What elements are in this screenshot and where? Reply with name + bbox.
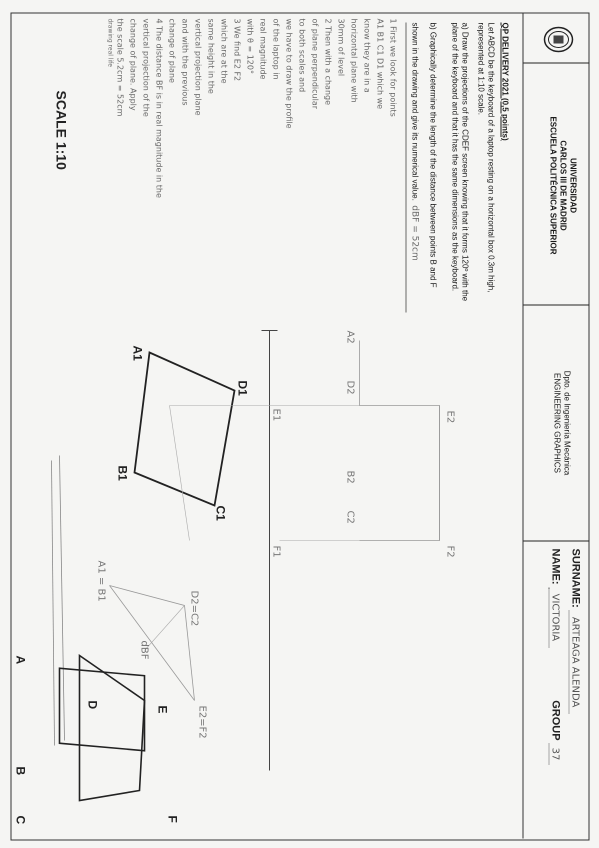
problem-intro: Let ABCD be the keyboard of a laptop resting on a horizontal box 0.3m high, represented at 1:10 scale. bbox=[476, 22, 495, 292]
isometric-keyboard bbox=[79, 655, 144, 800]
isometric-screen bbox=[59, 668, 144, 750]
surname-value: ARTEAGA ALENDA bbox=[568, 610, 580, 713]
keyboard-horizontal-projection bbox=[134, 352, 234, 505]
problem-answer: dBF = 52cm bbox=[409, 204, 419, 261]
change-of-plane-line-2 bbox=[51, 460, 54, 745]
iso-label-D: D bbox=[85, 700, 99, 709]
label-F2: F2 bbox=[444, 545, 455, 558]
label-A1: A1 bbox=[130, 345, 144, 361]
label-D2-C2: D2=C2 bbox=[188, 590, 199, 626]
label-E2: E2 bbox=[444, 410, 455, 423]
university-name: UNIVERSIDAD bbox=[568, 157, 577, 213]
note-line: of plane perpendicular bbox=[310, 18, 319, 109]
iso-label-E: E bbox=[155, 705, 169, 714]
label-B2: B2 bbox=[344, 470, 355, 484]
note-line: we have to draw the profile bbox=[284, 18, 293, 129]
iso-label-A: A bbox=[13, 655, 27, 664]
note-line: 30mm of level bbox=[336, 18, 345, 76]
projection-line bbox=[169, 405, 189, 540]
note-line: 4 The distance BF is in real magnitude in the bbox=[154, 18, 163, 198]
name-value: VICTORIA bbox=[548, 587, 560, 647]
label-E1: E1 bbox=[270, 408, 281, 421]
note-line: horizontal plane with bbox=[349, 18, 358, 103]
label-dBF: dBF bbox=[138, 640, 149, 659]
note-line: change of plane. Apply bbox=[128, 18, 137, 111]
name-label: NAME: bbox=[549, 548, 561, 585]
surname-label: SURNAME: bbox=[569, 548, 581, 608]
problem-part-a: a) Draw the projections of the CDEF screen knowing that it forms 120º with the plane of the keyboard and that it has the same dimensions as the keyboard. bbox=[450, 22, 469, 301]
note-line: change of plane bbox=[167, 18, 176, 83]
label-F1: F1 bbox=[270, 545, 281, 558]
iso-label-B: B bbox=[13, 766, 27, 775]
note-line: of the laptop in bbox=[271, 18, 280, 80]
subject-name: ENGINEERING GRAPHICS bbox=[552, 372, 561, 473]
note-line: 3 We find E2 F2 bbox=[232, 18, 241, 81]
iso-label-C: C bbox=[13, 815, 27, 824]
school-name: ESCUELA POLITÉCNICA SUPERIOR bbox=[548, 115, 557, 255]
note-line: know they are in a bbox=[362, 18, 371, 93]
label-A2: A2 bbox=[344, 330, 355, 344]
label-B1: B1 bbox=[115, 465, 129, 481]
department-name: Dpto. de Ingeniería Mecánica bbox=[562, 370, 571, 475]
note-line: and with the previous bbox=[180, 18, 189, 105]
label-C1: C1 bbox=[213, 505, 227, 521]
note-line: vertical projection of the bbox=[141, 18, 150, 117]
note-line: real magnitude bbox=[258, 18, 267, 79]
note-line: the scale 5.2cm = 52cm bbox=[115, 18, 124, 116]
group-label: GROUP bbox=[549, 699, 561, 741]
label-D1: D1 bbox=[235, 380, 249, 396]
problem-part-b: b) Graphically determine the length of the distance between points B and F shown in the drawing and give its numerical value. bbox=[410, 22, 437, 288]
iso-label-F: F bbox=[165, 815, 179, 823]
note-line: which are at the bbox=[219, 18, 228, 84]
note-line: 2 Then with a change bbox=[323, 18, 332, 105]
note-line: drawing real life bbox=[106, 18, 113, 67]
note-line: vertical projection plane bbox=[193, 18, 202, 116]
group-value: 37 bbox=[548, 743, 560, 764]
note-line: to both scales and bbox=[297, 18, 306, 92]
note-line: same height in the bbox=[206, 18, 215, 94]
scale-label: SCALE 1:10 bbox=[53, 90, 69, 170]
university-city: CARLOS III DE MADRID bbox=[558, 139, 567, 231]
label-D2: D2 bbox=[344, 380, 355, 395]
profile-line bbox=[144, 605, 184, 650]
problem-title: QP DELIVERY 2021 (0,5 points) bbox=[500, 22, 509, 141]
note-line: A1 B1 C1 D1 which we bbox=[375, 18, 384, 109]
note-line: with θ = 120° bbox=[245, 18, 254, 74]
label-C2: C2 bbox=[344, 510, 355, 524]
note-line: 1 First we look for points bbox=[388, 18, 397, 117]
vertical-projection bbox=[359, 340, 439, 540]
label-E2-F2: E2=F2 bbox=[196, 705, 207, 739]
label-A1-B1: A1 = B1 bbox=[95, 560, 106, 602]
